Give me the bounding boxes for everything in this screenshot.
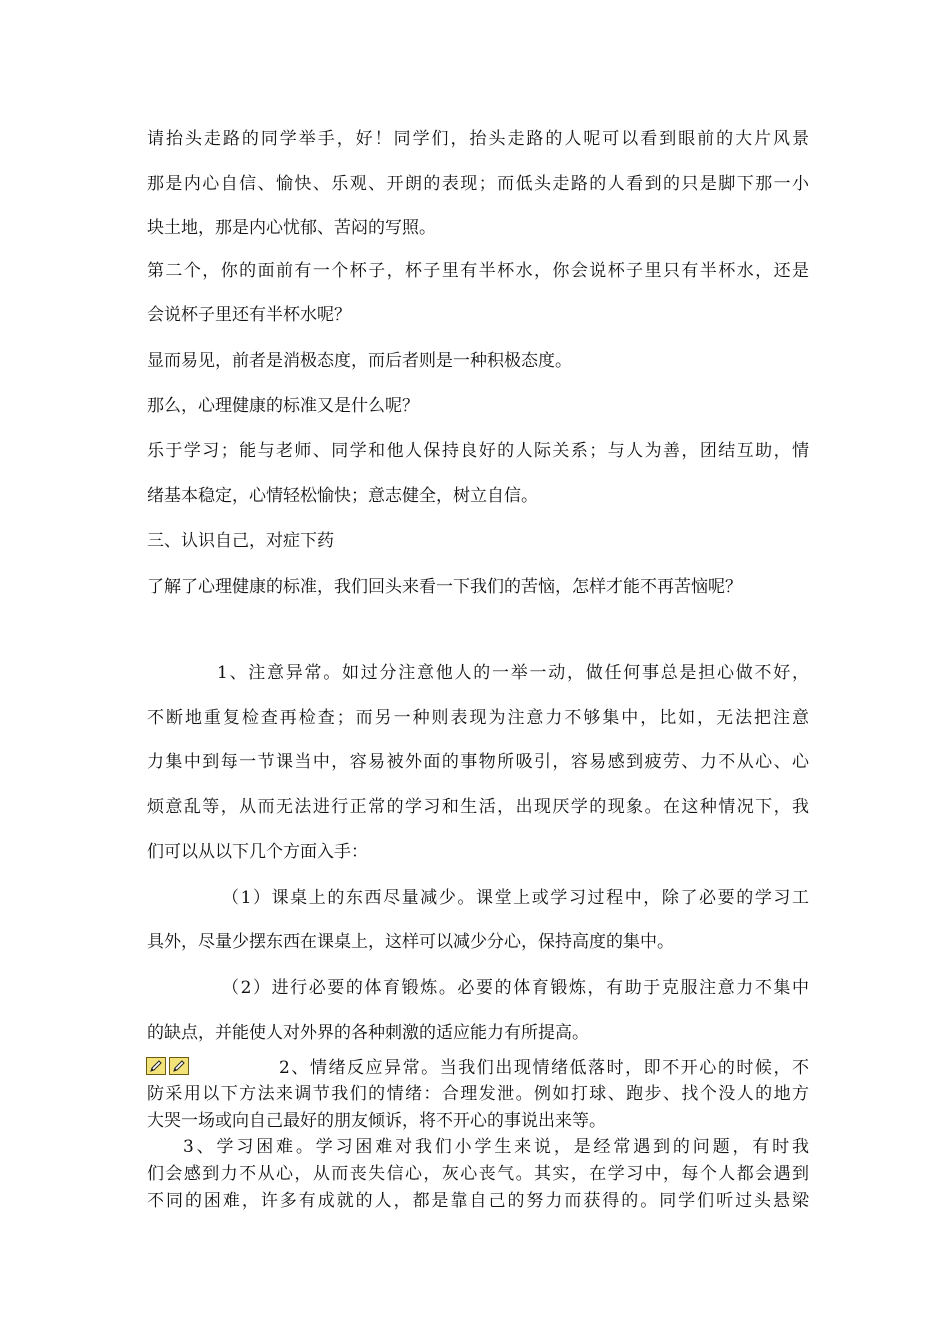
- text-line-22: 防采用以下方法来调节我们的情绪：合理发泄。例如打球、跑步、找个没人的地方: [147, 1084, 809, 1104]
- text-line-3: 块土地，那是内心忧郁、苦闷的写照。: [147, 218, 436, 238]
- text-line-4: 第二个，你的面前有一个杯子，杯子里有半杯水，你会说杯子里只有半杯水，还是: [147, 261, 809, 281]
- text-line-8: 乐于学习；能与老师、同学和他人保持良好的人际关系；与人为善，团结互助，情: [147, 441, 809, 461]
- text-line-19: （2）进行必要的体育锻炼。必要的体育锻炼，有助于克服注意力不集中: [222, 978, 809, 998]
- text-line-17: （1）课桌上的东西尽量减少。课堂上或学习过程中，除了必要的学习工: [222, 888, 809, 908]
- text-line-9: 绪基本稳定，心情轻松愉快；意志健全，树立自信。: [147, 486, 538, 506]
- text-line-26: 不同的困难，许多有成就的人，都是靠自己的努力而获得的。同学们听过头悬梁: [147, 1191, 809, 1211]
- text-line-6: 显而易见，前者是消极态度，而后者则是一种积极态度。: [147, 351, 572, 371]
- pencil-icon: [169, 1057, 189, 1075]
- text-line-23: 大哭一场或向自己最好的朋友倾诉，将不开心的事说出来等。: [147, 1111, 606, 1131]
- text-line-18: 具外，尽量少摆东西在课桌上，这样可以减少分心，保持高度的集中。: [147, 932, 674, 952]
- text-line-1: 请抬头走路的同学举手，好！同学们，抬头走路的人呢可以看到眼前的大片风景: [147, 129, 809, 149]
- section-heading: 三、认识自己，对症下药: [147, 531, 334, 551]
- text-line-11: 了解了心理健康的标准，我们回头来看一下我们的苦恼，怎样才能不再苦恼呢？: [147, 577, 742, 597]
- text-line-5: 会说杯子里还有半杯水呢？: [147, 305, 351, 325]
- text-line-2: 那是内心自信、愉快、乐观、开朗的表现；而低头走路的人看到的只是脚下那一小: [147, 174, 809, 194]
- text-line-15: 烦意乱等，从而无法进行正常的学习和生活，出现厌学的现象。在这种情况下，我: [147, 797, 809, 817]
- text-line-7: 那么，心理健康的标准又是什么呢？: [147, 396, 419, 416]
- icon-group: [146, 1057, 192, 1077]
- text-line-20: 的缺点，并能使人对外界的各种刺激的适应能力有所提高。: [147, 1023, 589, 1043]
- text-line-14: 力集中到每一节课当中，容易被外面的事物所吸引，容易感到疲劳、力不从心、心: [147, 752, 809, 772]
- text-line-25: 们会感到力不从心，从而丧失信心，灰心丧气。其实，在学习中，每个人都会遇到: [147, 1164, 809, 1184]
- text-line-13: 不断地重复检查再检查；而另一种则表现为注意力不够集中，比如，无法把注意: [147, 708, 809, 728]
- text-line-16: 们可以从以下几个方面入手：: [147, 842, 368, 862]
- pencil-icon: [146, 1057, 166, 1075]
- text-line-21: 2、情绪反应异常。当我们出现情绪低落时，即不开心的时候，不: [279, 1058, 809, 1078]
- text-line-24: 3、学习困难。学习困难对我们小学生来说，是经常遇到的问题，有时我: [183, 1137, 809, 1157]
- text-line-12: 1、注意异常。如过分注意他人的一举一动，做任何事总是担心做不好，: [217, 663, 809, 683]
